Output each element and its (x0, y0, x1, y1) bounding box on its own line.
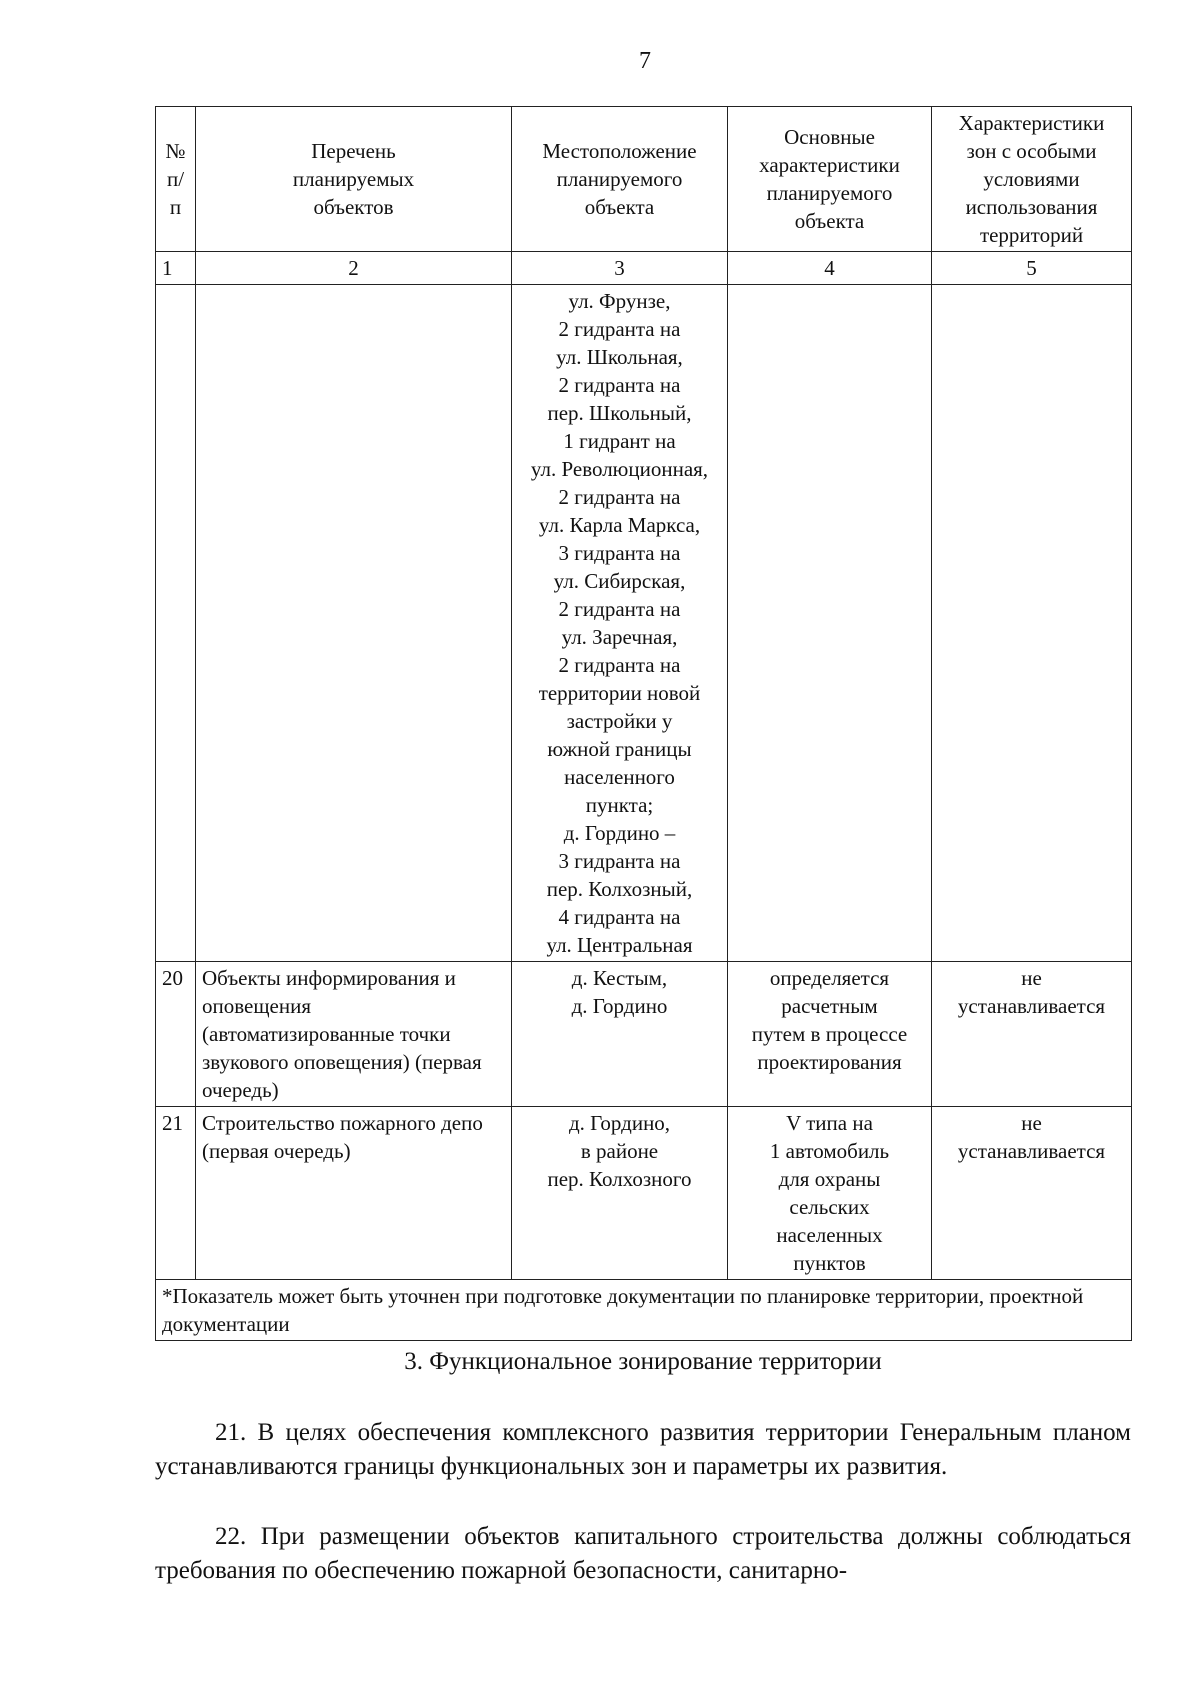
header-number: № п/п (156, 107, 196, 252)
characteristics-cell: V типа на 1 автомобиль для охраны сельских населенных пунктов (728, 1107, 932, 1280)
table-row (156, 285, 1132, 962)
characteristics-cell (728, 285, 932, 962)
object-name-cell: Строительство пожарного депо (первая очередь) (196, 1107, 512, 1280)
column-number: 1 (156, 252, 196, 285)
header-main-characteristics: Основные характеристики планируемого объекта (728, 107, 932, 252)
zones-cell: не устанавливается (932, 962, 1132, 1107)
zones-cell: не устанавливается (932, 1107, 1132, 1280)
column-number-row (156, 252, 1132, 285)
paragraph-21: 21. В целях обеспечения комплексного развития территории Генеральным планом устанавливаются границы функциональных зон и параметры их развития. (155, 1419, 1131, 1480)
header-special-zones: Характеристики зон с особыми условиями использования территорий (932, 107, 1132, 252)
row-number-cell: 21 (156, 1107, 196, 1280)
location-cell: д. Кестым, д. Гордино (512, 962, 728, 1107)
characteristics-cell: определяется расчетным путем в процессе проектирования (728, 962, 932, 1107)
row-number-cell (156, 285, 196, 962)
header-location: Местоположение планируемого объекта (512, 107, 728, 252)
column-number: 4 (728, 252, 932, 285)
footnote-row (156, 1280, 1132, 1341)
planned-objects-table (155, 106, 1132, 1341)
paragraph-22: 22. При размещении объектов капитального строительства должны соблюдаться требования по обеспечению пожарной безопасности, санитарно- (155, 1523, 1131, 1584)
page-number: 7 (639, 48, 651, 74)
table-row (156, 962, 1132, 1107)
zones-cell (932, 285, 1132, 962)
table-row (156, 1107, 1132, 1280)
column-number: 3 (512, 252, 728, 285)
object-name-cell: Объекты информирования и оповещения (автоматизированные точки звукового оповещения) (первая очередь) (196, 962, 512, 1107)
column-number: 5 (932, 252, 1132, 285)
column-number: 2 (196, 252, 512, 285)
section-title: 3. Функциональное зонирование территории (404, 1348, 882, 1375)
row-number-cell: 20 (156, 962, 196, 1107)
object-name-cell (196, 285, 512, 962)
header-objects-list: Перечень планируемых объектов (196, 107, 512, 252)
location-cell: д. Гордино, в районе пер. Колхозного (512, 1107, 728, 1280)
location-cell: ул. Фрунзе, 2 гидранта на ул. Школьная, 2 гидранта на пер. Школьный, 1 гидрант на ул. Революционная, 2 гидранта на ул. Карла Маркса, 3 гидранта на ул. Сибирская, 2 гидранта на ул. Заречная, 2 гидранта на территории новой застройки у южной границы населенного пункта; д. Гордино – 3 гидранта на пер. Колхозный, 4 гидранта на ул. Центральная (512, 285, 728, 962)
table-header-row (156, 107, 1132, 252)
table-footnote: *Показатель может быть уточнен при подготовке документации по планировке территории, проектной документации (156, 1280, 1132, 1341)
